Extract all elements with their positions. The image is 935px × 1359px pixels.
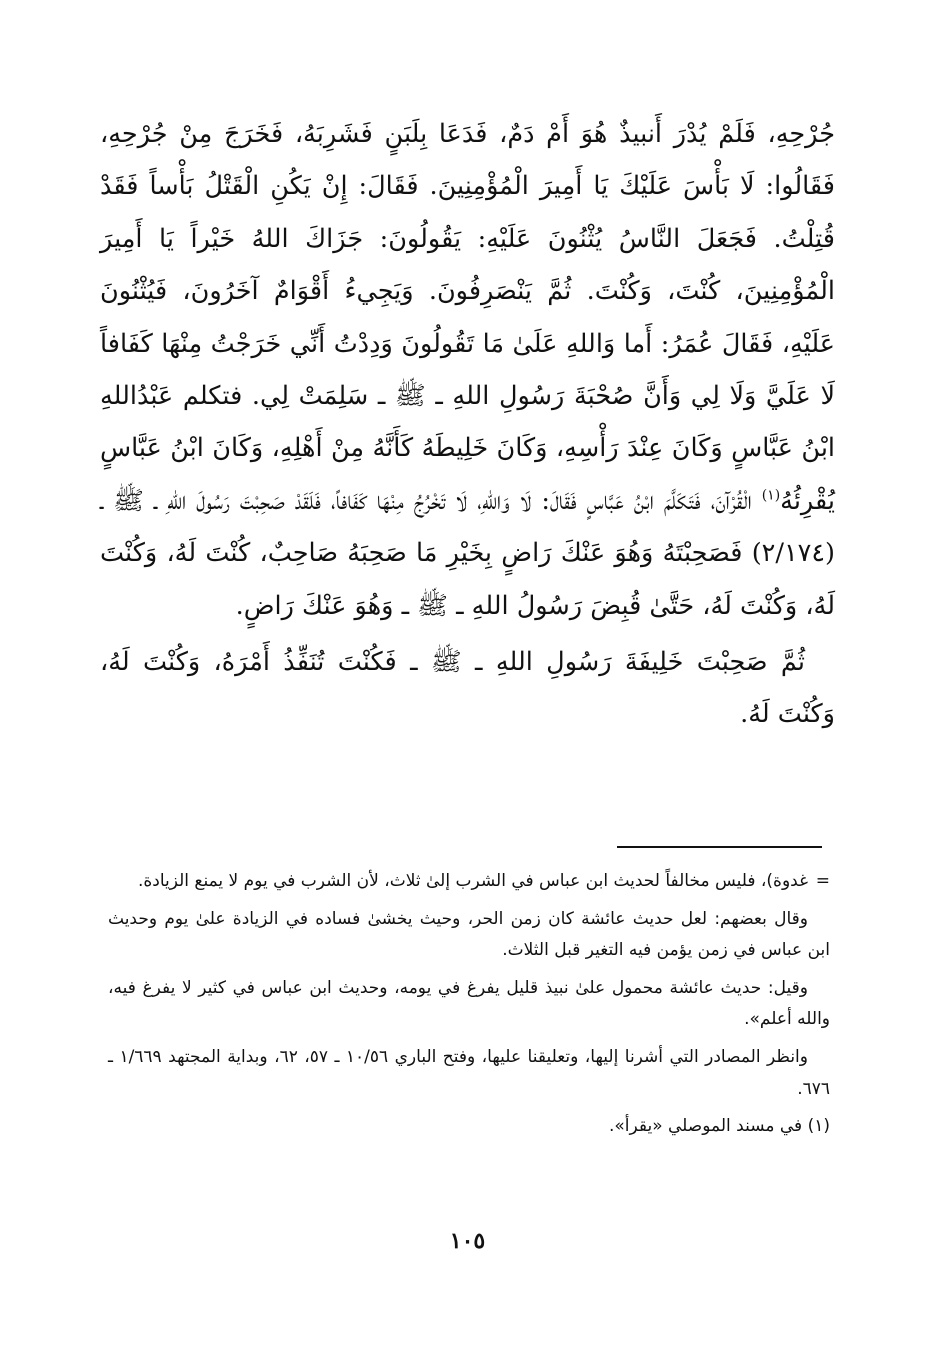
main-text (100, 108, 835, 741)
main-paragraph: ثُمَّ صَحِبْتَ خَلِيفَةَ رَسُولِ اللهِ ـ ﷺ ـ فَكُنْتَ تُنَفِّذُ أَمْرَهُ، وَكُنْتَ لَهُ، وَكُنْتَ لَهُ. (100, 647, 835, 730)
footnote-item: وقيل: حديث عائشة محمول علىٰ نبيذ قليل يفرغ في يومه، وحديث ابن عباس في كثير لا يفرغ فيه، والله أعلم». (108, 977, 830, 1030)
footnote-item: وقال بعضهم: لعل حديث عائشة كان زمن الحر، وحيث يخشىٰ فساده في الزيادة علىٰ يوم وحديث ابن عباس في زمن يؤمن فيه التغير قبل الثلاث. (108, 908, 830, 961)
footnote-item (108, 866, 830, 898)
footnote-separator (617, 846, 822, 848)
footnotes (108, 866, 830, 1149)
paragraph-text: جُرْحِهِ، فَلَمْ يُدْرَ أَنبيذٌ هُوَ أَمْ دَمٌ، فَدَعَا بِلَبَنٍ فَشَرِبَهُ، فَخَرَجَ مِنْ جُرْحِهِ، فَقَالُوا: لَا بَأْسَ عَلَيْكَ يَا أَمِيرَ الْمُؤْمِنِينَ. فَقَالَ: إِنْ يَكُنِ الْقَتْلُ بَأْساً فَقَدْ قُتِلْتُ. فَجَعَلَ النَّاسُ يُثْنُونَ عَلَيْهِ: يَقُولُونَ: جَزَاكَ اللهُ خَيْراً يَا أَمِيرَ الْمُؤْمِنِينَ، كُنْتَ، وَكُنْتَ. ثُمَّ يَنْصَرِفُونَ. وَيَجِيءُ أَقْوَامٌ آخَرُونَ، فَيُثْنُونَ عَلَيْهِ، فَقَالَ عُمَرُ: أَما وَاللهِ عَلَىٰ مَا تَقُولُونَ وَدِدْتُ أَنِّي خَرَجْتُ مِنْهَا كَفَافاً لَا عَلَيَّ وَلَا لِي وَأَنَّ صُحْبَةَ رَسُولِ اللهِ ـ ﷺ ـ سَلِمَتْ لِي. فتكلم عَبْدُاللهِ ابْنُ عَبَّاسٍ وَكَانَ عِنْدَ رَأْسِهِ، وَكَانَ خَلِيطَهُ كَأَنَّهُ مِنْ أَهْلِهِ، وَكَانَ ابْنُ عَبَّاسٍ يُقْرِئُهُ (100, 119, 835, 516)
footnote-text: غدوة)، فليس مخالفاً لحديث ابن عباس في الشرب إلىٰ ثلاث، لأن الشرب في يوم لا يمنع الزيادة. (137, 871, 808, 891)
page-number: ١٠٥ (449, 1228, 486, 1254)
paragraph-text-continued: الْقُرْآنَ، فَتَكَلَّمَ ابْنُ عَبَّاسٍ فَقَالَ: لَا وَاللهِ، لَا تَخْرُجُ مِنْهَا كَفَافاً، فَلَقَدْ صَحِبْتَ رَسُولَ اللهِ ـ ﷺ ـ (٢/١٧٤) فَصَحِبْتَهُ وَهُوَ عَنْكَ رَاضٍ بِخَيْرِ مَا صَحِبَهُ صَاحِبٌ، كُنْتَ لَهُ، وَكُنْتَ لَهُ، وَكُنْتَ لَهُ، حَتَّىٰ قُبِضَ رَسُولُ اللهِ ـ ﷺ ـ وَهُوَ عَنْكَ رَاضٍ. (100, 485, 835, 621)
footnote-item: (١) في مسند الموصلي «يقرأ». (608, 1116, 830, 1137)
footnote-item: وانظر المصادر التي أشرنا إليها، وتعليقنا عليها، وفتح الباري ١٠/٥٦ ـ ٥٧، ٦٢، وبداية المجتهد ١/٦٦٩ ـ ٦٧٦. (108, 1046, 830, 1099)
main-paragraph (100, 108, 835, 632)
footnote-marker: (١) (761, 487, 781, 504)
continuation-mark: = (815, 871, 830, 891)
